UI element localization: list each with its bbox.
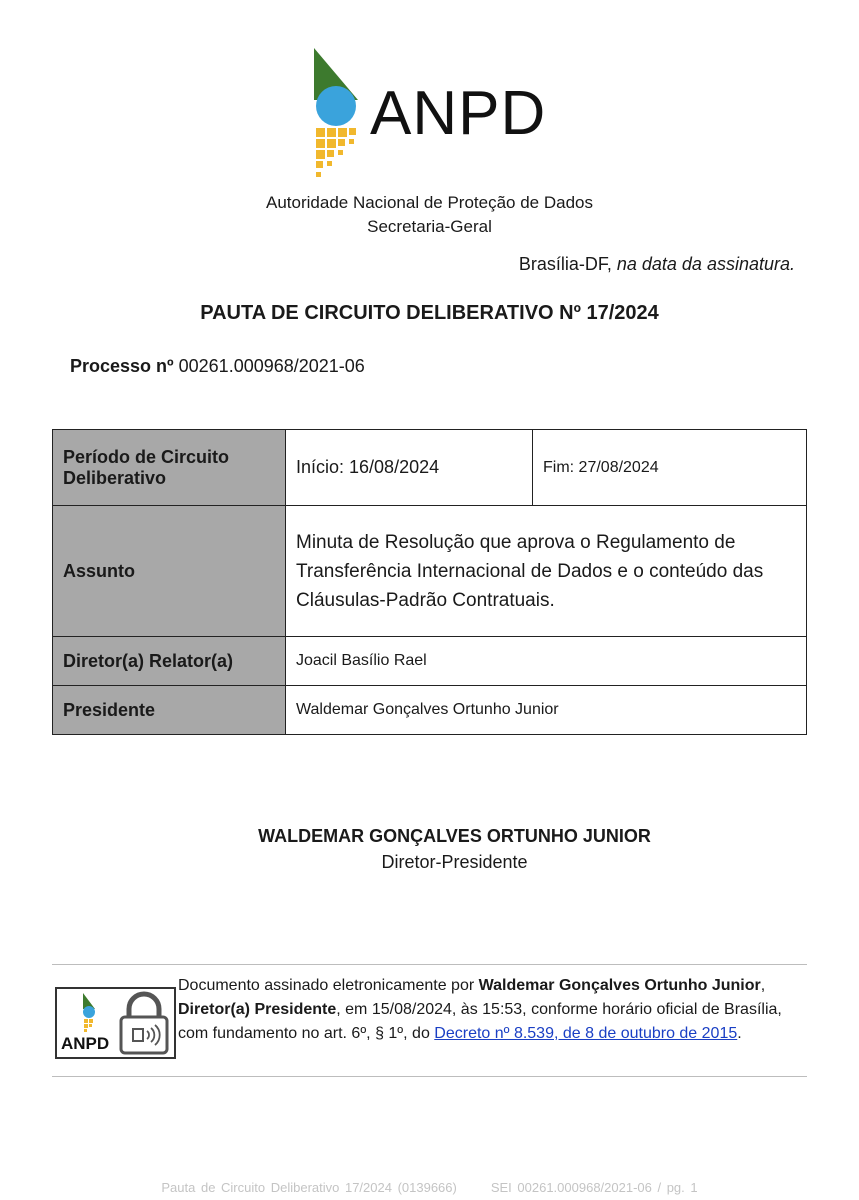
deliberation-table (52, 429, 807, 735)
signer-name: WALDEMAR GONÇALVES ORTUNHO JUNIOR (258, 826, 651, 846)
presidente-label: Presidente (53, 686, 286, 735)
process-label: Processo nº (70, 356, 174, 376)
signature-divider-top (52, 964, 807, 965)
sign-text-3: , em 15/08/2024, às 15:53, conforme horário oficial de Brasília, com fundamento no art. 6º, § 1º, do (178, 1001, 782, 1042)
footer-sei: SEI 00261.000968/2021-06 / pg. 1 (490, 1180, 698, 1195)
org-unit: Secretaria-Geral (367, 217, 492, 236)
inicio-value: Início: 16/08/2024 (286, 430, 533, 506)
table-row-assunto (53, 506, 807, 637)
page-footer (0, 1180, 859, 1195)
fim-value: Fim: 27/08/2024 (533, 430, 807, 506)
relator-label: Diretor(a) Relator(a) (53, 637, 286, 686)
assunto-label: Assunto (53, 506, 286, 637)
seal-text: ANPD (61, 1034, 110, 1053)
table-row-relator (53, 637, 807, 686)
sign-text-1: Documento assinado eletronicamente por (178, 977, 479, 994)
sign-signer: Waldemar Gonçalves Ortunho Junior (478, 977, 761, 994)
sign-signer-role: Diretor(a) Presidente (178, 1001, 337, 1018)
sign-text-2: , (760, 977, 766, 994)
table-row-periodo (53, 430, 807, 506)
table-row-presidente (53, 686, 807, 735)
decree-link[interactable]: Decreto nº 8.539, de 8 de outubro de 2015 (434, 1025, 738, 1042)
process-number: 00261.000968/2021-06 (178, 356, 365, 376)
assunto-value: Minuta de Resolução que aprova o Regulamento de Transferência Internacional de Dados e o conteúdo das Cláusulas-Padrão Contratuais. (286, 506, 807, 637)
process-line (70, 356, 365, 377)
periodo-label: Período de Circuito Deliberativo (53, 430, 286, 506)
electronic-signature-seal (55, 987, 176, 1059)
relator-value: Joacil Basílio Rael (286, 637, 807, 686)
logo-text: ANPD (370, 79, 547, 148)
document-title: PAUTA DE CIRCUITO DELIBERATIVO Nº 17/2024 (200, 302, 659, 324)
place-date (519, 254, 795, 275)
anpd-logo-mark-icon (300, 44, 380, 184)
footer-doc: Pauta de Circuito Deliberativo 17/2024 (0139666) (161, 1180, 457, 1195)
date-phrase: na data da assinatura. (616, 254, 795, 274)
place: Brasília-DF, (518, 254, 617, 274)
presidente-value: Waldemar Gonçalves Ortunho Junior (286, 686, 807, 735)
org-name: Autoridade Nacional de Proteção de Dados (266, 193, 593, 212)
signature-divider-bottom (52, 1076, 807, 1077)
signer-role: Diretor-Presidente (381, 852, 528, 872)
electronic-signature-text (178, 974, 803, 1046)
sign-text-4: . (737, 1025, 742, 1042)
